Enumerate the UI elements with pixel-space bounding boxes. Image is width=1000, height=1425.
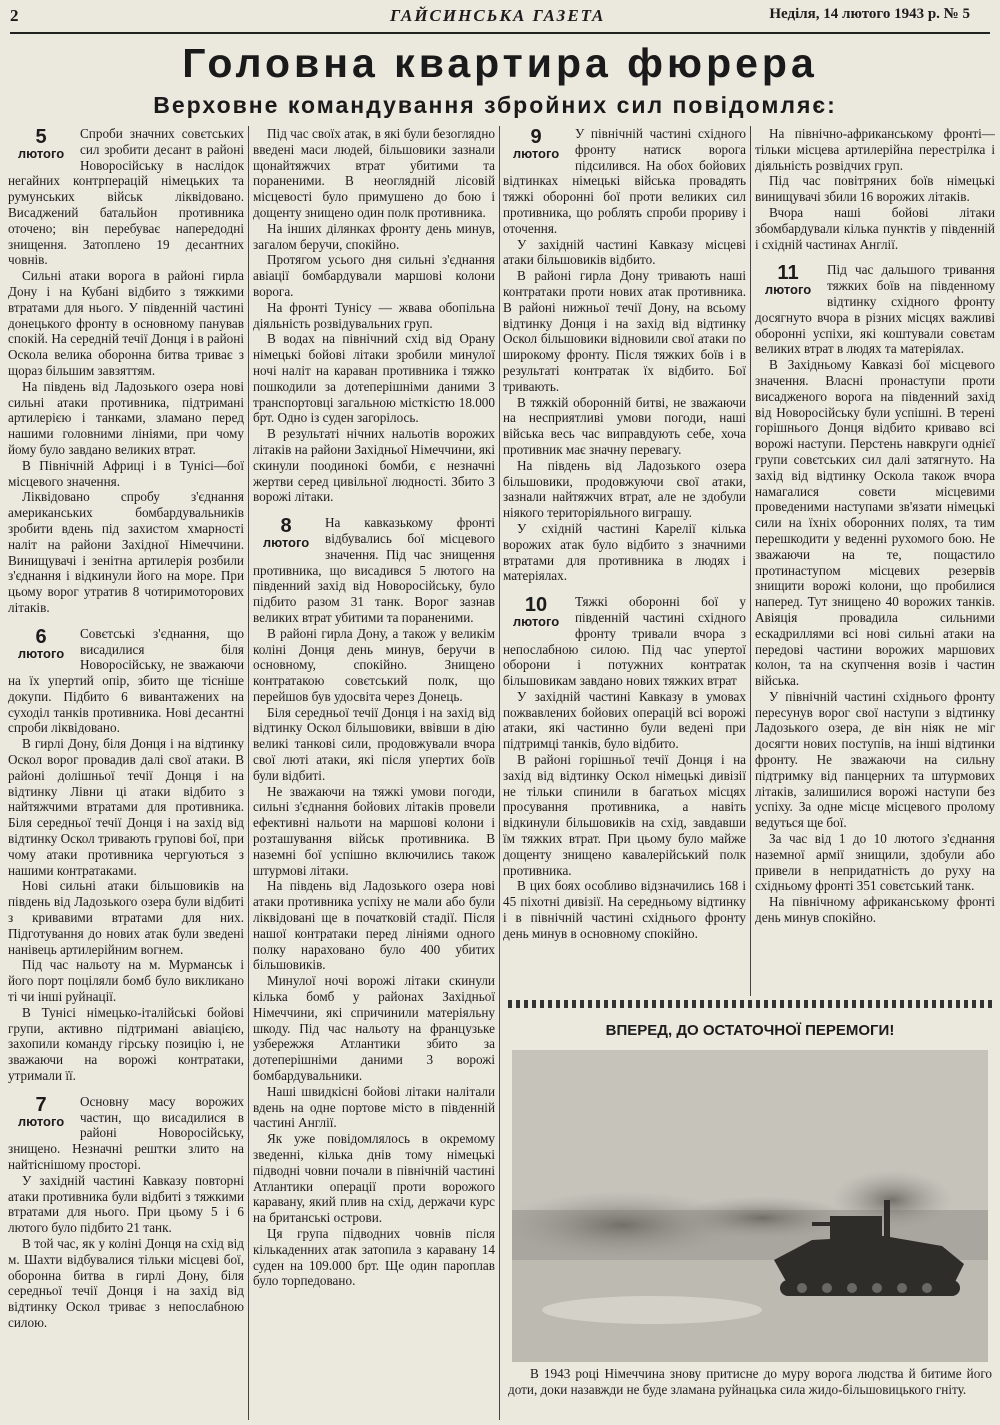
newspaper-name: ГАЙСИНСЬКА ГАЗЕТА xyxy=(390,6,606,25)
bulletin-day: 6 xyxy=(35,625,47,648)
bulletin-date xyxy=(8,1095,74,1129)
bulletin-day: 11 xyxy=(777,262,799,285)
bulletin-day: 7 xyxy=(35,1093,47,1116)
bulletin-entry xyxy=(503,594,746,942)
bulletin-paragraph: На фронті Тунісу — жвава обопільна діяльність розвідувальних груп. xyxy=(253,299,495,331)
bulletin-entry xyxy=(253,126,495,505)
bulletin-paragraph: У північній частині східнього фронту пересунув ворог свої наступи з відтинку Ладозького озера, де він ніяк не міг досягти нових поступів, на інші відтинки фронту. Не зважаючи на сильну підтримку від панцерних та штурмових літаків, залишилися ворожі наступи без успіху. За одне місце місцевого пролому ведуться ще бої. xyxy=(755,688,995,831)
column-rule xyxy=(499,126,500,1420)
bulletin-paragraph: На кавказькому фронті відбувались бої місцевого значення. Під час знищення противника, що висадився 5 лютого на південний захід від Новоросійську, було підбито разом 31 танк. Ворог зазнав великих втрат убитими та пораненими. xyxy=(253,515,495,625)
bulletin-paragraph: В Тунісі німецько-італійські бойові групи, активно підтримані авіацією, захопили команду гірську позицію і, не зважаючи на ворожі контратаки, утримали її. xyxy=(8,1004,244,1084)
column-4 xyxy=(755,126,995,996)
bulletin-day: 8 xyxy=(280,515,292,538)
bulletin-paragraph: В цих боях особливо відзначились 168 і 45 піхотні дивізії. На середньому відтинку і в північній частині східнього фронту день минув в основному спокійно. xyxy=(503,878,746,941)
bulletin-date xyxy=(755,263,821,297)
bulletin-month: лютого xyxy=(17,1113,65,1129)
bulletin-paragraph: Основну масу ворожих частин, що висадилися в районі Новоросійську, знищено. Незначні рештки злито на найтіснішому просторі. xyxy=(8,1093,244,1172)
bulletin-paragraph: Сильні атаки ворога в районі гирла Дону і на Кубані відбито з тяжкими втратами для нього. У південній частині донецького фронту в основному панував спокій. На середній течії Донця і в районі Оскола велика оборонна битва триває з щораз більшим завзяттям. xyxy=(8,268,244,378)
bulletin-paragraph: В гирлі Дону, біля Донця і на відтинку Оскол ворог провадив далі свої атаки. В районі долішньої течії Донця і на відтинку Лівни ці атаки відбито з найтяжчими втратами для противника. Біля середньої течії Донця і на захід від відтинку Оскол тривають групові бої, при чому атаки противника чергуються з нашими контратаками. xyxy=(8,736,244,878)
bulletin-paragraph: Під час повітряних боїв німецькі винищувачі збили 16 ворожих літаків. xyxy=(755,173,995,205)
bulletin-month: лютого xyxy=(17,146,65,161)
photo-caption-text: В 1943 році Німеччина знову притисне до муру ворога людства й битиме його доти, доки назавжди не буде зламана руйнацька сила жидо-більшовицького гніту. xyxy=(508,1366,992,1397)
section-divider xyxy=(508,1000,992,1008)
bulletin-paragraph: Наші швидкісні бойові літаки налітали вдень на одне портове місто в південній частині Англії. xyxy=(253,1083,495,1131)
bulletin-paragraph: Під час дальшого тривання тяжких боїв на південному відтинку східного фронту досягнуто вчора в різних місцях важливі оборонні успіхи, які коштували совєтам великих втрат в людях та матеріялах. xyxy=(755,262,995,357)
bulletin-paragraph: Вчора наші бойові літаки збомбардували кілька пунктів у південній і східній частинах Англії. xyxy=(755,204,995,252)
bulletin-date xyxy=(503,127,569,161)
bulletin-paragraph: Ця група підводних човнів після кількаденних атак затопила з каравану 14 суден на 109.000 брт. Ще один пароплав було торпедовано. xyxy=(253,1225,495,1289)
news-photo xyxy=(512,1050,988,1362)
bulletin-month: лютого xyxy=(262,535,310,551)
bulletin-date xyxy=(253,516,319,550)
bulletin-paragraph: Протягом усього дня сильні з'єднання авіації бомбардували маршові колони ворога. xyxy=(253,252,495,299)
bulletin-paragraph: В районі гирла Дону, а також у великім коліні Донця день минув, беручи в основному, спокійно. Знищено контратакою совєтський полк, що перейшов був удосвіта через Донець. xyxy=(253,625,495,704)
bulletin-paragraph: В Північній Африці і в Тунісі—бої місцевого значення. xyxy=(8,457,244,489)
bulletin-paragraph: В водах на північний схід від Орану німецькі бойові літаки зробили минулої ночі наліт на караван противника і тяжко пошкодили за дотеперішніми даними 3 транспортовці загальною місткістю 18.000 брт. Одно із суден загорілось. xyxy=(253,331,495,426)
masthead xyxy=(10,6,990,34)
bulletin-paragraph: Совєтські з'єднання, що висадилися біля Новоросійську, не зважаючи на їх упертий опір, збито ще тісніше докупи. Підбито 6 вивантажених на суходіл танків противника. Нові десантні спроби ліквідовано. xyxy=(8,625,244,736)
bulletin-month: лютого xyxy=(512,146,560,161)
bulletin-paragraph: У західній частині Кавказу повторні атаки противника були відбиті з тяжкими втратами для нього. При цьому 5 і 6 лютого було підбито 21 танк. xyxy=(8,1172,244,1236)
bulletin-paragraph: За час від 1 до 10 лютого з'єднання наземної армії знищили, здобули або привели в непридатність до руху на східньому фронті 351 совєтський танк. xyxy=(755,831,995,894)
bulletin-date xyxy=(8,127,74,161)
bulletin-paragraph: Нові сильні атаки більшовиків на південь від Ладозького озера були відбиті з кривавими втратами для них. Підготування до нових атак були зведені нанівець артилерійним вогнем. xyxy=(8,878,244,957)
bulletin-entry xyxy=(8,626,244,1084)
bulletin-paragraph: На північному африканському фронті день минув спокійно. xyxy=(755,894,995,926)
bulletin-paragraph: На південь від Ладозького озера нові сильні атаки противника, підтримані артилерією і танками, зламано перед нашими головними лініями, при чому йому було завдано великих втрат. xyxy=(8,378,244,457)
column-rule xyxy=(248,126,249,1420)
bulletin-entry xyxy=(755,262,995,925)
page-headline: Головна квартира фюрера xyxy=(182,40,818,86)
bulletin-date xyxy=(503,595,569,629)
bulletin-paragraph: Під час своїх атак, в які були безоглядно введені маси людей, більшовики зазнали щонайтяжчих втрат убитими та пораненими. В неоглядній лісовій місцевості було примушено до бою і дощенту знищено один полк противника. xyxy=(253,126,495,220)
bulletin-day: 5 xyxy=(35,126,47,148)
bulletin-entry xyxy=(253,515,495,1289)
column-rule xyxy=(750,126,751,996)
bulletin-paragraph: На інших ділянках фронту день минув, загалом беручи, спокійно. xyxy=(253,220,495,252)
bulletin-paragraph: На північно-африканському фронті—тільки місцева артилерійна перестрілка і діяльність розвідчих груп. xyxy=(755,126,995,173)
tank-photo-illustration xyxy=(512,1050,988,1362)
bulletin-day: 10 xyxy=(524,594,548,617)
bulletin-paragraph: Спроби значних совєтських сил зробити десант в районі Новоросійську в наслідок негайних контрперацій німецьких та румунських військ ліквідовано. Висаджений батальйон противника оточено; він перебуває напередодні знищення. Затоплено 19 десантних човнів. xyxy=(8,126,244,268)
bulletin-paragraph: Минулої ночі ворожі літаки скинули кілька бомб у районах Західньої Німеччини, які спричинили матеріяльну шкоду. Під час нальоту на французьке узбережжя Атлантики збито за дотеперішніми даними 3 ворожі бомбардувальники. xyxy=(253,973,495,1084)
bulletin-paragraph: У східній частині Карелії кілька ворожих атак було відбито з значними втратами для противника в людях і матеріялах. xyxy=(503,520,746,584)
bulletin-paragraph: В Західньому Кавказі бої місцевого значення. Власні пронаступи проти висадженого ворога на південний захід від Новоросійську були успішні. В терені горішнього Донця відбито криваво всі ворожі наступи. Перстень навкруги однієї групи совєтських сил далі затягнуто. На захід від відтинку Оскола також вчора намагалися совєти місцевими проведеними наступами зв'язати німецькі сили на їхніх оборонних полях, та тим перешкодити у веденні рухомого бою. Не зважаючи на те, пощастило протинаступом місцевих резервів знищити ворожі колони, що пробилися наперед. Тут знищено 40 ворожих танків. Авіяція провадила сильними ескадриллями всі нові сильні атаки на передові частини ворожих маршових колон, та на скупчення возів і частин війська. xyxy=(755,357,995,689)
bulletin-paragraph: На південь від Ладозького озера нові атаки противника успіху не мали або були ліквідовані ще в початковій стадії. Після нашої контратаки перед лініями одного полку нараховано було 400 убитих більшовиків. xyxy=(253,878,495,973)
bulletin-paragraph: Під час нальоту на м. Мурманськ і його порт поціляли бомб було викликано ті чи інші руйнації. xyxy=(8,957,244,1005)
photo-caption xyxy=(508,1366,992,1398)
bulletin-month: лютого xyxy=(764,282,812,298)
bulletin-entry xyxy=(503,126,746,584)
bulletin-paragraph: Не зважаючи на тяжкі умови погоди, сильні з'єднання бойових літаків провели ефективні нальоти на маршові колони і розташування військ противника. В наземні бої успішно включились також штурмові літаки. xyxy=(253,783,495,878)
bulletin-paragraph: У західній частині Кавказу місцеві атаки більшовиків відбито. xyxy=(503,236,746,268)
bulletin-date xyxy=(8,627,74,661)
bulletin-entry xyxy=(8,1094,244,1331)
bulletin-paragraph: Як уже повідомлялось в окремому зведенні, кілька днів тому німецькі підводні човни почали в північній частині Атлантики операції проти ворожого каравану, який плив на схід, держачи курс на британські острови. xyxy=(253,1131,495,1226)
page-number: 2 xyxy=(10,6,19,25)
bulletin-paragraph: Тяжкі оборонні бої у південній частині східного фронту тривали вчора з непослабною силою. Під час упертої оборони і потужних контратак більшовикам завдано нових тяжких втрат xyxy=(503,594,746,689)
bulletin-paragraph: На південь від Ладозького озера більшовики, продовжуючи свої атаки, зазнали найтяжчих втрат, але не здобули ніякого територіяльного виграшу. xyxy=(503,457,746,521)
bulletin-paragraph: В той час, як у коліні Донця на схід від м. Шахти відбувалися тільки місцеві бої, оборонна битва в гирлі Дону, біля середньої течії Донця і на захід від відтинку Оскол триває з непослабною силою. xyxy=(8,1235,244,1330)
bulletin-day: 9 xyxy=(530,126,542,148)
column-1 xyxy=(8,126,244,1420)
bulletin-paragraph: Біля середньої течії Донця і на захід від відтинку Оскол більшовики, ввівши в дію великі танкові сили, продовжували вчора свої люті атаки, які після упертих боїв були відбиті. xyxy=(253,704,495,783)
bulletin-paragraph: В районі гирла Дону тривають наші контратаки проти нових атак противника. В районі нижньої течії Дону, на всьому відтинку Донця і на захід від відтинку Оскол більшовики відновили свої атаки по широкому фронту. Після тяжких боїв і в результаті контратак їх відбито. Бої тривають. xyxy=(503,268,746,394)
bulletin-entry xyxy=(755,126,995,252)
column-2 xyxy=(253,126,495,1420)
bulletin-paragraph: В результаті нічних нальотів ворожих літаків на райони Західньої Німеччини, які скинули поодинокі бомби, є незначні жертви серед цивільної людності. Збито 3 ворожі літаки. xyxy=(253,426,495,505)
bulletin-paragraph: У північній частині східного фронту натиск ворога підсилився. На обох бойових відтинках німецькі війська провадять тяжкі оборонні бої проти великих сил противника, що роблять спроби прориву і оточення. xyxy=(503,126,746,236)
bulletin-paragraph: Ліквідовано спробу з'єднання американських бомбардувальників зробити вдень під захистом хмарності наліт на райони Західної Німеччини. Винищувачі і зенітна артилерія розбили з'єднання і відкинули його на море. При цьому ворог утратив 8 чотиримоторових літаків. xyxy=(8,489,244,615)
photo-title: ВПЕРЕД, ДО ОСТАТОЧНОЇ ПЕРЕМОГИ! xyxy=(605,1022,895,1039)
issue-dateline: Неділя, 14 лютого 1943 р. № 5 xyxy=(769,6,970,22)
bulletin-paragraph: В тяжкій оборонній битві, не зважаючи на несприятливі умови погоди, наші війська весь час виправдують себе, хоча противник має значну перевагу. xyxy=(503,394,746,457)
bulletin-paragraph: У західній частині Кавказу в умовах пожвавлених бойових операцій всі ворожі атаки, які частинно були ведені при підтримці танків, було відбито. xyxy=(503,688,746,752)
bulletin-paragraph: В районі горішньої течії Донця і на захід від відтинку Оскол німецькі дивізії не тільки спинили в багатьох місцях просування противника, а навіть відкинули більшовиків на схід, завдавши їм тяжких втрат. При цьому було майже дощенту знищено кавалерійський полк противника. xyxy=(503,752,746,878)
page-subheadline: Верховне командування збройних сил повідомляє: xyxy=(153,92,837,118)
bulletin-entry xyxy=(8,126,244,616)
bulletin-month: лютого xyxy=(17,645,65,661)
bulletin-month: лютого xyxy=(512,614,560,630)
